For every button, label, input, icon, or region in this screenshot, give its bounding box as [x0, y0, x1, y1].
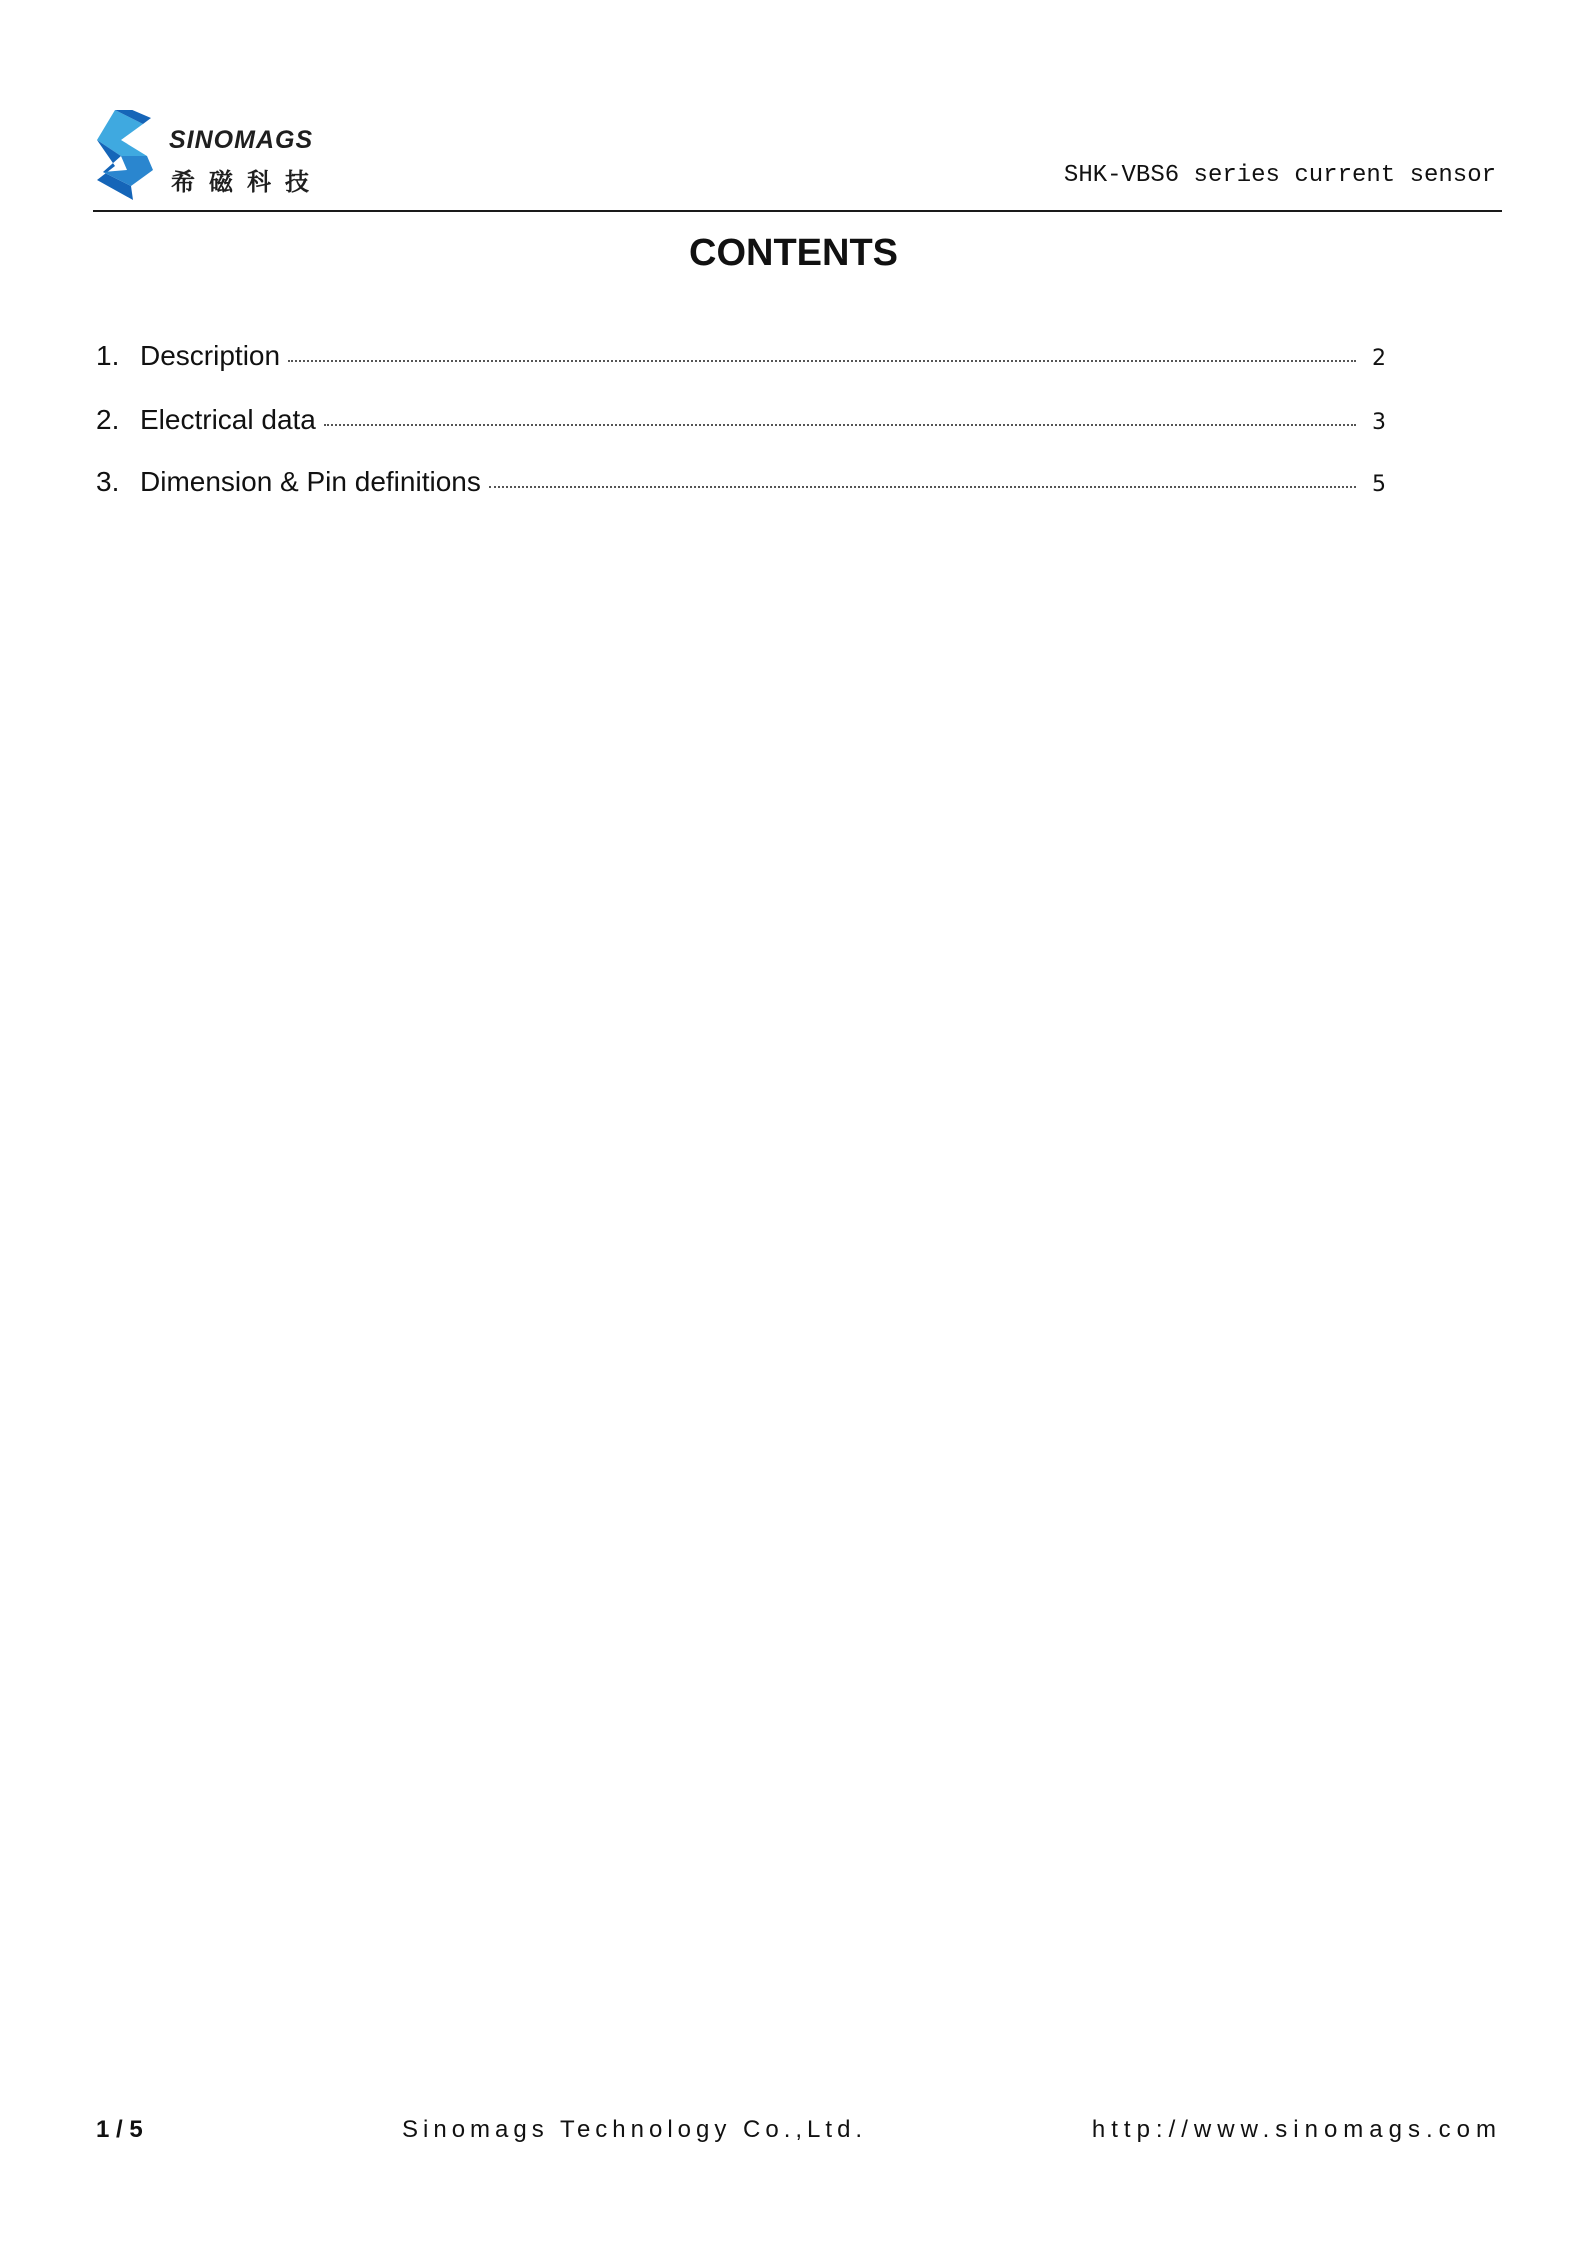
document-subtitle: SHK-VBS6 series current sensor	[1063, 162, 1496, 189]
company-name: Sinomags Technology Co.,Ltd.	[402, 2116, 868, 2143]
company-logo	[93, 110, 333, 202]
logo-name-cn: 希磁科技	[171, 168, 323, 196]
toc-item-electrical-data[interactable]	[96, 404, 1386, 444]
toc-dot-leader	[489, 486, 1356, 488]
toc-item-dimension-pin-definitions[interactable]	[96, 466, 1386, 506]
contents-title: CONTENTS	[689, 232, 898, 274]
toc-dot-leader	[324, 424, 1356, 426]
toc-item-page: 2	[1372, 346, 1386, 371]
toc-item-label: Description	[140, 340, 281, 371]
company-website-link[interactable]: http://www.sinomags.com	[1091, 2116, 1502, 2143]
toc-item-label: Dimension & Pin definitions	[140, 466, 481, 497]
toc-dot-leader	[288, 360, 1356, 362]
toc-item-label: Electrical data	[140, 404, 316, 435]
page-footer	[96, 2116, 1502, 2156]
toc-item-page: 3	[1372, 410, 1386, 435]
toc-item-number: 3.	[96, 466, 120, 497]
logo-name-en: SINOMAGS	[169, 126, 314, 154]
sinomags-logo-icon	[93, 110, 157, 200]
toc-item-page: 5	[1372, 472, 1386, 497]
toc-item-number: 2.	[96, 404, 120, 435]
toc-item-number: 1.	[96, 340, 120, 371]
page-header	[93, 100, 1502, 212]
page-number: 1 / 5	[96, 2116, 143, 2143]
toc-item-description[interactable]	[96, 340, 1386, 380]
